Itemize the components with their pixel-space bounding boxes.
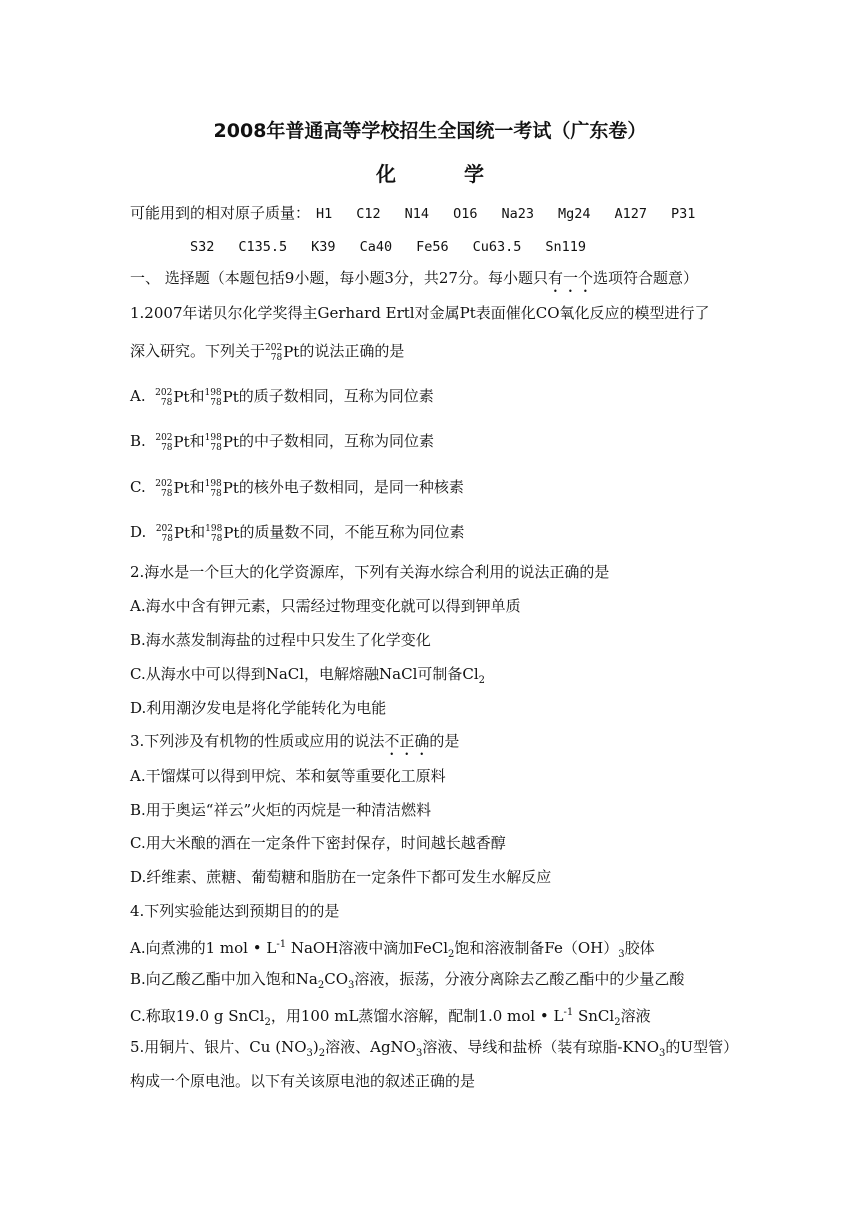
q3-stem-pre: 3.下列涉及有机物的性质或应用的说法 xyxy=(130,732,385,750)
text: SnCl xyxy=(573,1007,615,1025)
text: 5.用铜片、银片、Cu (NO xyxy=(130,1038,307,1056)
mass-number: 198 xyxy=(204,478,222,489)
subscript: 3 xyxy=(618,949,625,960)
nuclide-pt202 xyxy=(265,342,299,363)
nuclide-pt202 xyxy=(156,523,190,544)
atomic-mass: C12 xyxy=(356,206,381,222)
text: 饱和溶液制备Fe（OH） xyxy=(454,939,619,957)
q3-option-a: A.干馏煤可以得到甲烷、苯和氨等重要化工原料 xyxy=(130,767,446,785)
subscript: 3 xyxy=(306,1048,313,1059)
subscript: 3 xyxy=(348,980,355,991)
q3-stem xyxy=(130,731,459,759)
atomic-mass: Mg24 xyxy=(557,206,591,222)
q1-option-c xyxy=(130,477,464,499)
atomic-number: 78 xyxy=(210,533,223,544)
nuclide-pt202 xyxy=(155,387,189,408)
text: A.向煮沸的1 mol • L xyxy=(130,939,277,957)
section-intro: 一、 选择题（本题包括9小题，每小题3分，共27分。每小题只 xyxy=(130,269,548,287)
atomic-mass: Cu63.5 xyxy=(472,239,522,255)
nuclide-pt202 xyxy=(155,478,189,499)
q1-stem-line-2 xyxy=(130,341,404,363)
text: 溶液 xyxy=(620,1007,651,1025)
element-symbol: Pt xyxy=(174,523,191,542)
q2-option-d: D.利用潮汐发电是将化学能转化为电能 xyxy=(130,699,387,717)
q2-option-b: B.海水蒸发制海盐的过程中只发生了化学变化 xyxy=(130,631,431,649)
atomic-number: 78 xyxy=(161,442,173,453)
atomic-mass: H1 xyxy=(316,206,333,222)
atomic-mass: S32 xyxy=(190,239,215,255)
nuclide-pt198 xyxy=(205,523,239,544)
q3-stem-post: 的是 xyxy=(429,732,460,750)
q1-option-d xyxy=(130,522,464,544)
atomic-mass: Ca40 xyxy=(359,239,393,255)
q3-option-b: B.用于奥运“祥云”火炬的丙烷是一种清洁燃料 xyxy=(130,801,432,819)
atomic-number: 78 xyxy=(210,488,222,499)
text: 溶液，振荡，分液分离除去乙酸乙酯中的少量乙酸 xyxy=(354,970,685,988)
q1-stem-pre: 深入研究。下列关于 xyxy=(130,342,266,360)
atomic-number: 78 xyxy=(210,397,222,408)
subscript: 3 xyxy=(415,1048,423,1059)
subscript: 2 xyxy=(264,1017,271,1028)
q4-option-b xyxy=(130,969,684,996)
option-label: C. xyxy=(130,478,146,496)
q3-option-d: D.纤维素、蔗糖、葡萄糖和脂肪在一定条件下都可发生水解反应 xyxy=(130,868,552,886)
superscript: -1 xyxy=(563,1007,574,1018)
subscript: 3 xyxy=(659,1048,666,1059)
text: 胶体 xyxy=(624,939,655,957)
q3-stem-emphasis: 不正确 xyxy=(384,732,430,750)
atomic-number: 78 xyxy=(160,397,173,408)
element-symbol: Pt xyxy=(173,387,190,406)
subscript: 2 xyxy=(317,980,325,991)
element-symbol: Pt xyxy=(222,432,239,451)
atomic-mass: O16 xyxy=(453,206,478,222)
text: ，用100 mL蒸馏水溶解，配制1.0 mol • L xyxy=(270,1007,564,1025)
atomic-mass: P31 xyxy=(671,206,696,222)
atomic-mass: Na23 xyxy=(501,206,534,222)
q1-stem-line-1: 1.2007年诺贝尔化学奖得主Gerhard Ertl对金属Pt表面催化CO氧化反应的模型进行了 xyxy=(130,304,710,322)
atomic-number: 78 xyxy=(161,488,173,499)
joiner: 和 xyxy=(189,432,205,450)
element-symbol: Pt xyxy=(223,523,240,542)
atomic-mass: Fe56 xyxy=(416,239,449,255)
q1-stem-post: 的说法正确的是 xyxy=(299,342,405,360)
element-symbol: Pt xyxy=(222,478,239,497)
atomic-mass: N14 xyxy=(404,206,430,222)
joiner: 和 xyxy=(190,523,206,541)
mass-number: 202 xyxy=(155,432,173,443)
exam-title: 2008年普通高等学校招生全国统一考试（广东卷） xyxy=(213,120,647,142)
q3-option-c: C.用大米酿的酒在一定条件下密封保存，时间越长越香醇 xyxy=(130,834,506,852)
q1-option-a xyxy=(130,386,434,408)
section-heading xyxy=(130,268,698,296)
section-tail: 选项符合题意） xyxy=(592,269,698,287)
q2-option-c xyxy=(130,664,485,691)
mass-number: 202 xyxy=(265,342,283,353)
subscript: 2 xyxy=(448,949,455,960)
option-text: 的质量数不同，不能互称为同位素 xyxy=(239,523,465,541)
q5-stem-line-1 xyxy=(130,1037,738,1064)
subject-char-2: 学 xyxy=(464,162,484,186)
option-text: C.从海水中可以得到NaCl，电解熔融NaCl可制备Cl xyxy=(130,665,479,683)
subscript: 2 xyxy=(318,1048,326,1059)
option-text: 的质子数相同，互称为同位素 xyxy=(238,387,434,405)
option-label: A. xyxy=(130,387,146,405)
mass-number: 202 xyxy=(155,523,173,534)
atomic-mass: C135.5 xyxy=(238,239,288,255)
superscript: -1 xyxy=(276,939,287,950)
nuclide-pt202 xyxy=(155,432,189,453)
mass-number: 202 xyxy=(155,387,173,398)
option-label: D. xyxy=(130,523,147,541)
atomic-masses-row-1 xyxy=(130,203,695,224)
text: CO xyxy=(324,970,349,988)
joiner: 和 xyxy=(189,478,205,496)
subject-heading xyxy=(0,158,860,187)
mass-number: 198 xyxy=(204,432,222,443)
text: B.向乙酸乙酯中加入饱和Na xyxy=(130,970,318,988)
atomic-number: 78 xyxy=(161,533,173,544)
text: ) xyxy=(312,1038,319,1056)
atomic-mass: A127 xyxy=(614,206,647,222)
atomic-mass: K39 xyxy=(311,239,336,255)
option-text: 的中子数相同，互称为同位素 xyxy=(238,432,434,450)
q1-option-b xyxy=(130,431,434,453)
q2-stem: 2.海水是一个巨大的化学资源库，下列有关海水综合利用的说法正确的是 xyxy=(130,563,610,581)
atomic-mass: Sn119 xyxy=(545,239,587,255)
element-symbol: Pt xyxy=(173,432,190,451)
q2-option-a: A.海水中含有钾元素，只需经过物理变化就可以得到钾单质 xyxy=(130,597,521,615)
mass-number: 202 xyxy=(155,478,173,489)
text: 的U型管） xyxy=(665,1038,739,1056)
atomic-number: 78 xyxy=(210,442,222,453)
text: 溶液、导线和盐桥（装有琼脂-KNO xyxy=(422,1038,660,1056)
mass-number: 198 xyxy=(205,523,223,534)
nuclide-pt198 xyxy=(204,387,238,408)
q4-stem: 4.下列实验能达到预期目的的是 xyxy=(130,902,340,920)
atomic-number: 78 xyxy=(270,352,283,363)
text: NaOH溶液中滴加FeCl xyxy=(286,939,449,957)
mass-number: 198 xyxy=(204,387,222,398)
subject-char-1: 化 xyxy=(376,162,396,186)
q4-option-c xyxy=(130,1003,651,1033)
option-text: 的核外电子数相同，是同一种核素 xyxy=(238,478,464,496)
q5-stem-line-2: 构成一个原电池。以下有关该原电池的叙述正确的是 xyxy=(130,1072,476,1090)
joiner: 和 xyxy=(189,387,205,405)
atomic-masses-label: 可能用到的相对原子质量： xyxy=(130,204,311,222)
section-emphasis: 有一个 xyxy=(547,269,593,287)
text: 溶液、AgNO xyxy=(325,1038,416,1056)
element-symbol: Pt xyxy=(173,478,190,497)
option-label: B. xyxy=(130,432,146,450)
q4-option-a xyxy=(130,935,655,965)
nuclide-pt198 xyxy=(205,478,239,499)
subscript: 2 xyxy=(478,675,486,686)
text: C.称取19.0 g SnCl xyxy=(130,1007,265,1025)
element-symbol: Pt xyxy=(283,342,300,361)
nuclide-pt198 xyxy=(205,432,239,453)
subscript: 2 xyxy=(614,1017,621,1028)
atomic-masses-row-2 xyxy=(190,236,586,257)
element-symbol: Pt xyxy=(222,387,239,406)
